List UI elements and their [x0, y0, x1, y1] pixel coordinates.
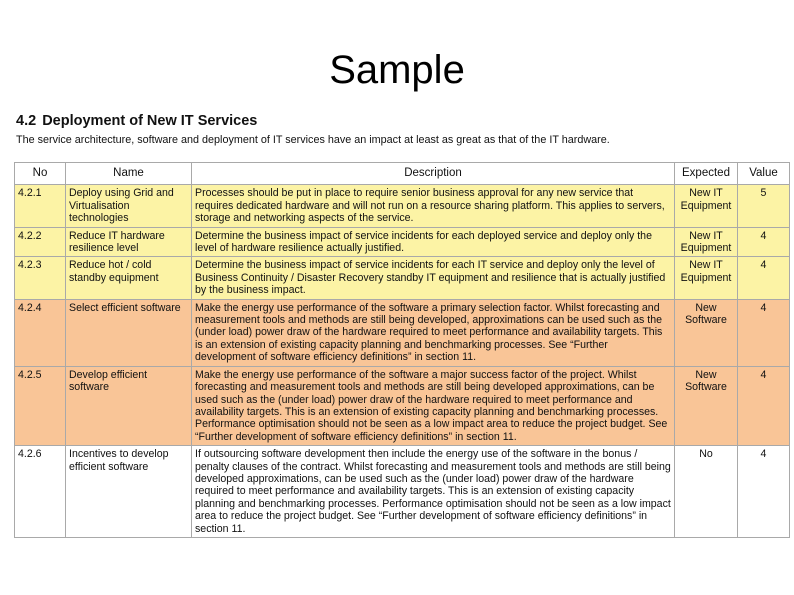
section-title: Deployment of New IT Services	[42, 113, 258, 129]
row-expected: New IT Equipment	[675, 257, 738, 299]
row-name: Reduce hot / cold standby equipment	[66, 257, 192, 299]
table-row	[15, 257, 790, 299]
row-value: 5	[738, 185, 790, 227]
header-expected: Expected	[675, 163, 738, 185]
row-expected: New IT Equipment	[675, 185, 738, 227]
table-row	[15, 446, 790, 538]
row-expected: New Software	[675, 299, 738, 366]
slide-title: Sample	[329, 48, 465, 92]
section-number: 4.2	[16, 113, 37, 129]
row-value: 4	[738, 366, 790, 445]
row-expected: No	[675, 446, 738, 538]
table-row	[15, 227, 790, 257]
header-value: Value	[738, 163, 790, 185]
row-value: 4	[738, 299, 790, 366]
section-intro: The service architecture, software and deployment of IT services have an impact at least as great as that of the IT hardware.	[16, 134, 610, 146]
header-no: No	[15, 163, 66, 185]
table-row	[15, 299, 790, 366]
row-value: 4	[738, 257, 790, 299]
row-number: 4.2.3	[15, 257, 66, 299]
row-expected: New IT Equipment	[675, 227, 738, 257]
header-name: Name	[66, 163, 192, 185]
row-expected: New Software	[675, 366, 738, 445]
table-header-row	[15, 163, 790, 185]
table-row	[15, 366, 790, 445]
row-number: 4.2.6	[15, 446, 66, 538]
row-description: Make the energy use performance of the software a primary selection factor. Whilst forecasting and measurement tools and methods are still being developed, approximations can be used such as the (under load) power draw of the hardware required to meet performance and availability targets. This is an extension of existing capacity planning and benchmarking processes. See “Further development of software efficiency definitions” in section 11.	[192, 299, 675, 366]
row-name: Reduce IT hardware resilience level	[66, 227, 192, 257]
requirements-table	[14, 162, 790, 538]
row-number: 4.2.2	[15, 227, 66, 257]
row-value: 4	[738, 227, 790, 257]
row-description: Make the energy use performance of the software a major success factor of the project. Whilst forecasting and measurement tools and methods are still being developed approximations, can be used such as the (under load) power draw of the hardware required to meet performance and availability targets. This is an extension of existing capacity planning and benchmarking processes. Performance optimisation should not be seen as a low impact area to reduce the project budget. See “Further development of software efficiency definitions” in section 11.	[192, 366, 675, 445]
row-number: 4.2.5	[15, 366, 66, 445]
row-description: If outsourcing software development then include the energy use of the software in the bonus / penalty clauses of the contract. Whilst forecasting and measurement tools and methods are still being developed approximations, can be used such as the (under load) power draw of the hardware required to meet performance and availability targets. This is an extension of existing capacity planning and benchmarking processes. Performance optimisation should not be seen as a low impact area to reduce the project budget. See “Further development of software efficiency definitions” in section 11.	[192, 446, 675, 538]
row-description: Determine the business impact of service incidents for each deployed service and deploy only the level of hardware resilience actually justified.	[192, 227, 675, 257]
row-number: 4.2.4	[15, 299, 66, 366]
row-description: Determine the business impact of service incidents for each IT service and deploy only the level of Business Continuity / Disaster Recovery standby IT equipment and resilience that is actually justified by the business impact.	[192, 257, 675, 299]
row-name: Develop efficient software	[66, 366, 192, 445]
table-row	[15, 185, 790, 227]
row-name: Select efficient software	[66, 299, 192, 366]
section-heading	[16, 113, 257, 129]
header-description: Description	[192, 163, 675, 185]
row-description: Processes should be put in place to require senior business approval for any new service that requires dedicated hardware and will not run on a resource sharing platform. This applies to servers, storage and networking aspects of the service.	[192, 185, 675, 227]
row-name: Incentives to develop efficient software	[66, 446, 192, 538]
row-value: 4	[738, 446, 790, 538]
row-name: Deploy using Grid and Virtualisation technologies	[66, 185, 192, 227]
row-number: 4.2.1	[15, 185, 66, 227]
